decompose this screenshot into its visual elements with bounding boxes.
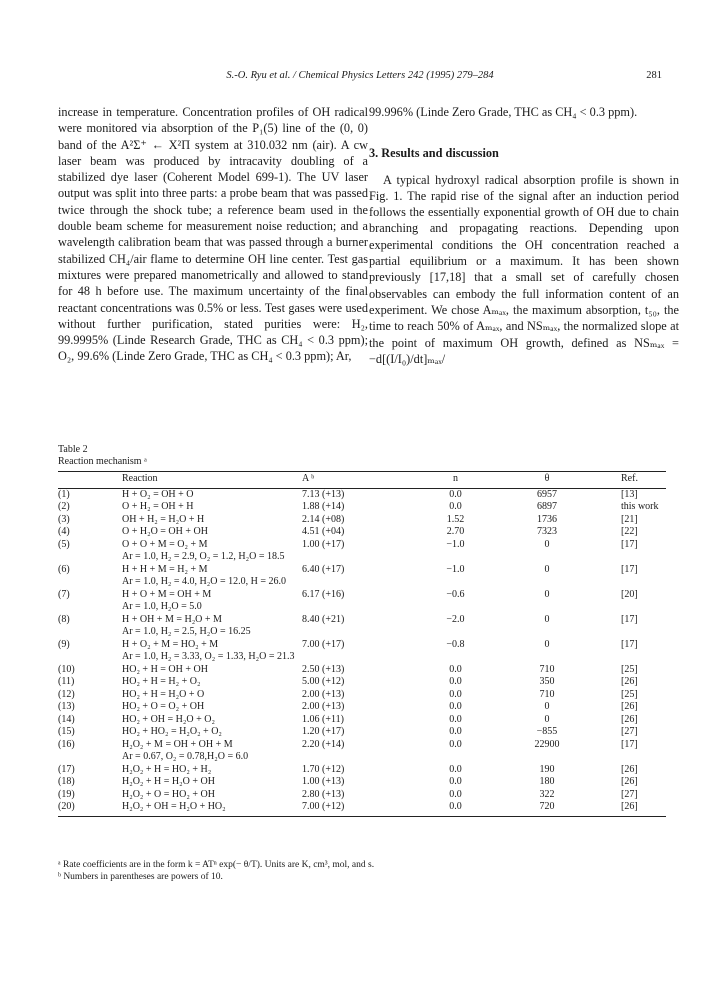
activation-theta-cell: 0 — [544, 538, 550, 550]
reaction-equation-cell: H₂O₂ + H = HO₂ + H₂ — [122, 763, 212, 775]
preexponential-a-cell: 6.40 (+17) — [302, 563, 345, 575]
reaction-index-cell — [58, 576, 122, 589]
preexponential-a-cell: 4.51 (+04) — [302, 526, 345, 537]
reaction-equation-cell: H + O + M = OH + M — [122, 588, 212, 600]
reaction-index-cell: (11) — [58, 676, 75, 687]
temperature-exponent-n-cell — [408, 601, 503, 614]
reaction-index-cell: (18) — [58, 776, 75, 787]
preexponential-a-cell: 2.80 (+13) — [302, 788, 345, 800]
reaction-equation-cell: H₂O₂ + M = OH + OH + M — [122, 738, 233, 750]
preexponential-a-cell — [302, 551, 408, 564]
activation-theta-cell: 710 — [539, 663, 555, 675]
reaction-equation-cell: Ar = 1.0, H₂ = 3.33, O₂ = 1.33, H₂O = 21.3 — [122, 651, 295, 662]
table-row — [58, 614, 666, 627]
reference-cell: [20] — [621, 588, 638, 600]
header-a: A ᵇ — [302, 472, 408, 489]
reaction-index-cell: (20) — [58, 801, 122, 816]
activation-theta-cell: 0 — [544, 713, 550, 725]
activation-theta-cell: 0 — [544, 638, 550, 650]
table-row — [58, 726, 666, 739]
header-index — [58, 472, 122, 489]
preexponential-a-cell: 8.40 (+21) — [302, 613, 345, 625]
reaction-equation-cell: OH + H₂ = H₂O + H — [122, 513, 205, 525]
preexponential-a-cell: 1.20 (+17) — [302, 726, 345, 737]
preexponential-a-cell — [302, 751, 408, 764]
temperature-exponent-n-cell: 2.70 — [446, 526, 465, 537]
reference-cell: [26] — [621, 713, 638, 725]
table-row — [58, 526, 666, 539]
footnote-a: ᵃ Rate coefficients are in the form k = ATⁿ exp(− θ/T). Units are K, cm³, mol, and s. — [58, 860, 375, 870]
preexponential-a-cell: 7.13 (+13) — [302, 488, 345, 500]
left-column — [58, 104, 368, 365]
reaction-equation-cell: Ar = 1.0, H₂ = 2.5, H₂O = 16.25 — [122, 626, 251, 637]
activation-theta-cell — [503, 651, 591, 664]
reference-cell: [17] — [621, 638, 638, 650]
activation-theta-cell: 720 — [503, 801, 591, 816]
results-paragraph: A typical hydroxyl radical absorption profile is shown in Fig. 1. The rapid rise of the signal after an induction period follows the essentially exponential growth of OH due to chain branching and propagating reactions. Depending upon experimental conditions the OH concentration reached a partial equilibrium or a maximum. It has been shown previously [17,18] that a small set of carefully chosen observables can embody the full information content of an experiment. We chose Aₘₐₓ, the maximum absorption, t₅₀, the time to reach 50% of Aₘₐₓ, and NSₘₐₓ, the normalized slope at the point of maximum OH growth, defined as NSₘₐₓ = −d[(I/I₀)/dt]ₘₐₓ/ — [369, 172, 679, 366]
table-row — [58, 689, 666, 702]
reaction-equation-cell: HO₂ + H = H₂ + O₂ — [122, 676, 201, 687]
table-row — [58, 564, 666, 577]
temperature-exponent-n-cell: 0.0 — [449, 488, 462, 500]
temperature-exponent-n-cell: 0.0 — [449, 713, 462, 725]
activation-theta-cell: 350 — [539, 676, 555, 687]
reference-cell: [17] — [621, 538, 638, 550]
table-row — [58, 601, 666, 614]
temperature-exponent-n-cell: 0.0 — [449, 738, 462, 750]
reference-cell — [591, 626, 666, 639]
activation-theta-cell: −855 — [536, 726, 558, 737]
reference-cell: [22] — [621, 526, 638, 537]
left-column-text: increase in temperature. Concentration profiles of OH radical were monitored via absorption of the P₁(5) line of the (0, 0) band of the A²Σ⁺ ← X²Π system at 310.032 nm (air). A cw laser beam was produced by intracavity doubling of a stabilized dye laser (Coherent Model 699-1). The UV laser output was split into three parts: a probe beam that was passed twice through the shock tube; a reference beam used in the double beam scheme for measurement noise reduction; and a wavelength calibration beam that was passed through a burner stabilized CH₄/air flame to determine OH line center. Test gas mixtures were prepared manometrically and allowed to stand for 48 h before use. The maximum uncertainty of the final reactant concentrations was 0.5% or less. Test gases were used without further purification, stated purities were: H₂, 99.9995% (Linde Research Grade, THC as CH₄ < 0.3 ppm); O₂, 99.6% (Linde Zero Grade, THC as CH₄ < 0.3 ppm); Ar, — [58, 105, 368, 364]
header-n: n — [408, 472, 503, 489]
preexponential-a-cell: 5.00 (+12) — [302, 676, 345, 687]
header-reaction: Reaction — [122, 472, 302, 489]
reference-cell: [26] — [591, 801, 666, 816]
activation-theta-cell — [503, 601, 591, 614]
table-header-row — [58, 472, 666, 489]
reaction-equation-cell: O + H₂O = OH + OH — [122, 526, 208, 537]
reference-cell: [25] — [621, 688, 638, 700]
page-number: 281 — [646, 70, 662, 81]
activation-theta-cell: 0 — [544, 563, 550, 575]
reaction-index-cell: (2) — [58, 501, 70, 512]
temperature-exponent-n-cell: 0.0 — [449, 726, 462, 737]
reference-cell — [591, 576, 666, 589]
reference-cell: [26] — [621, 763, 638, 775]
reaction-index-cell: (8) — [58, 613, 70, 625]
temperature-exponent-n-cell: 0.0 — [449, 688, 462, 700]
reaction-equation-cell: H + H + M = H₂ + M — [122, 563, 208, 575]
reaction-equation-cell: Ar = 1.0, H₂ = 2.9, O₂ = 1.2, H₂O = 18.5 — [122, 551, 285, 562]
temperature-exponent-n-cell: 0.0 — [449, 676, 462, 687]
reference-cell — [591, 551, 666, 564]
activation-theta-cell: 6897 — [537, 501, 557, 512]
reference-cell: [17] — [621, 563, 638, 575]
reference-cell — [591, 751, 666, 764]
running-title: S.-O. Ryu et al. / Chemical Physics Letters 242 (1995) 279–284 — [226, 70, 494, 81]
table-row — [58, 626, 666, 639]
right-column-continuation: 99.996% (Linde Zero Grade, THC as CH₄ < 0.3 ppm). — [369, 105, 638, 119]
preexponential-a-cell — [302, 601, 408, 614]
reference-cell — [591, 651, 666, 664]
preexponential-a-cell: 7.00 (+12) — [302, 801, 408, 816]
reference-cell: [17] — [621, 738, 638, 750]
table-label: Table 2 — [58, 444, 88, 455]
temperature-exponent-n-cell: 1.52 — [446, 513, 465, 525]
table-row — [58, 776, 666, 789]
temperature-exponent-n-cell — [408, 551, 503, 564]
temperature-exponent-n-cell — [408, 626, 503, 639]
activation-theta-cell: 6957 — [537, 488, 557, 500]
preexponential-a-cell: 1.70 (+12) — [302, 763, 345, 775]
preexponential-a-cell: 1.88 (+14) — [302, 501, 345, 512]
preexponential-a-cell: 6.17 (+16) — [302, 588, 345, 600]
table-caption-block — [58, 444, 147, 468]
reference-cell: [25] — [621, 663, 638, 675]
activation-theta-cell: 180 — [539, 776, 555, 787]
reference-cell — [591, 601, 666, 614]
activation-theta-cell — [503, 751, 591, 764]
header-theta: θ — [503, 472, 591, 489]
reaction-index-cell: (4) — [58, 526, 70, 537]
reference-cell: [17] — [621, 613, 638, 625]
reaction-equation-cell: HO₂ + H = OH + OH — [122, 663, 208, 675]
section-heading: 3. Results and discussion — [369, 146, 499, 161]
preexponential-a-cell — [302, 651, 408, 664]
reaction-index-cell — [58, 601, 122, 614]
preexponential-a-cell: 7.00 (+17) — [302, 638, 345, 650]
reference-cell: [26] — [621, 701, 638, 712]
reaction-index-cell — [58, 751, 122, 764]
reaction-index-cell: (7) — [58, 588, 70, 600]
activation-theta-cell: 1736 — [537, 513, 557, 525]
temperature-exponent-n-cell: 0.0 — [449, 788, 462, 800]
activation-theta-cell: 0 — [544, 701, 550, 712]
table-row — [58, 676, 666, 689]
reaction-index-cell: (5) — [58, 538, 70, 550]
temperature-exponent-n-cell: 0.0 — [449, 663, 462, 675]
temperature-exponent-n-cell: −1.0 — [446, 563, 465, 575]
preexponential-a-cell: 2.50 (+13) — [302, 663, 345, 675]
reaction-index-cell: (19) — [58, 788, 75, 800]
reference-cell: [13] — [621, 488, 638, 500]
temperature-exponent-n-cell — [408, 651, 503, 664]
table-caption: Reaction mechanism ᵃ — [58, 456, 147, 467]
reaction-equation-cell: HO₂ + O = O₂ + OH — [122, 701, 205, 712]
reference-cell: this work — [621, 501, 659, 512]
temperature-exponent-n-cell: 0.0 — [449, 776, 462, 787]
preexponential-a-cell: 2.14 (+08) — [302, 513, 345, 525]
preexponential-a-cell — [302, 626, 408, 639]
table-row — [58, 539, 666, 552]
temperature-exponent-n-cell: 0.0 — [449, 701, 462, 712]
activation-theta-cell — [503, 551, 591, 564]
reaction-equation-cell: H + O₂ + M = HO₂ + M — [122, 638, 219, 650]
table-row — [58, 514, 666, 527]
reaction-index-cell: (15) — [58, 726, 75, 737]
reaction-index-cell — [58, 651, 122, 664]
preexponential-a-cell: 2.00 (+13) — [302, 688, 345, 700]
table-row — [58, 664, 666, 677]
reaction-index-cell: (13) — [58, 701, 75, 712]
preexponential-a-cell — [302, 576, 408, 589]
reaction-equation-cell: H₂O₂ + H = H₂O + OH — [122, 776, 215, 787]
reaction-equation-cell: HO₂ + HO₂ = H₂O₂ + O₂ — [122, 726, 222, 737]
reaction-index-cell: (3) — [58, 513, 70, 525]
reaction-index-cell: (10) — [58, 663, 75, 675]
reaction-equation-cell: O + O + M = O₂ + M — [122, 538, 208, 550]
reference-cell: [27] — [621, 726, 638, 737]
preexponential-a-cell: 1.00 (+17) — [302, 538, 345, 550]
reaction-equation-cell: Ar = 1.0, H₂ = 4.0, H₂O = 12.0, H = 26.0 — [122, 576, 286, 587]
right-column — [369, 104, 679, 367]
temperature-exponent-n-cell: −1.0 — [446, 538, 465, 550]
table-row — [58, 488, 666, 501]
table-row — [58, 764, 666, 777]
temperature-exponent-n-cell: 0.0 — [449, 501, 462, 512]
reaction-equation-cell: H + OH + M = H₂O + M — [122, 613, 222, 625]
table-row — [58, 576, 666, 589]
table-row — [58, 789, 666, 802]
reference-cell: [26] — [621, 776, 638, 787]
activation-theta-cell: 710 — [539, 688, 555, 700]
table-row — [58, 751, 666, 764]
table-row — [58, 651, 666, 664]
reaction-index-cell: (16) — [58, 738, 75, 750]
reaction-equation-cell: O + H₂ = OH + H — [122, 501, 194, 512]
preexponential-a-cell: 1.06 (+11) — [302, 713, 344, 725]
activation-theta-cell: 7323 — [537, 526, 557, 537]
temperature-exponent-n-cell: 0.0 — [449, 763, 462, 775]
reaction-equation-cell: H + O₂ = OH + O — [122, 488, 194, 500]
reference-cell: [21] — [621, 513, 638, 525]
table-row — [58, 701, 666, 714]
activation-theta-cell: 0 — [544, 588, 550, 600]
table-row — [58, 739, 666, 752]
reaction-equation-cell: Ar = 0.67, O₂ = 0.78,H₂O = 6.0 — [122, 751, 249, 762]
activation-theta-cell — [503, 626, 591, 639]
footnote-b: ᵇ Numbers in parentheses are powers of 10. — [58, 872, 223, 882]
temperature-exponent-n-cell — [408, 576, 503, 589]
reaction-index-cell: (9) — [58, 638, 70, 650]
table-row — [58, 589, 666, 602]
reaction-equation-cell: HO₂ + OH = H₂O + O₂ — [122, 713, 215, 725]
table-row — [58, 501, 666, 514]
table-row — [58, 551, 666, 564]
activation-theta-cell: 22900 — [534, 738, 560, 750]
reaction-index-cell: (14) — [58, 713, 75, 725]
table-footnotes — [58, 859, 374, 883]
temperature-exponent-n-cell: −2.0 — [446, 613, 465, 625]
temperature-exponent-n-cell: −0.6 — [446, 588, 465, 600]
table-row — [58, 714, 666, 727]
temperature-exponent-n-cell: −0.8 — [446, 638, 465, 650]
preexponential-a-cell: 2.00 (+13) — [302, 701, 345, 712]
temperature-exponent-n-cell: 0.0 — [408, 801, 503, 816]
reaction-index-cell — [58, 551, 122, 564]
reaction-equation-cell: H₂O₂ + O = HO₂ + OH — [122, 788, 215, 800]
temperature-exponent-n-cell — [408, 751, 503, 764]
reference-cell: [26] — [621, 676, 638, 687]
reaction-index-cell: (17) — [58, 763, 75, 775]
table-row — [58, 801, 666, 816]
reaction-index-cell: (1) — [58, 488, 70, 500]
activation-theta-cell — [503, 576, 591, 589]
preexponential-a-cell: 1.00 (+13) — [302, 776, 345, 787]
reaction-equation-cell: Ar = 1.0, H₂O = 5.0 — [122, 601, 202, 612]
reaction-index-cell — [58, 626, 122, 639]
reaction-mechanism-table — [58, 471, 666, 817]
activation-theta-cell: 322 — [539, 788, 555, 800]
table-row — [58, 639, 666, 652]
reaction-equation-cell: HO₂ + H = H₂O + O — [122, 688, 205, 700]
activation-theta-cell: 0 — [544, 613, 550, 625]
activation-theta-cell: 190 — [539, 763, 555, 775]
reaction-equation-cell: H₂O₂ + OH = H₂O + HO₂ — [122, 801, 302, 816]
preexponential-a-cell: 2.20 (+14) — [302, 738, 345, 750]
reference-cell: [27] — [621, 788, 638, 800]
reaction-index-cell: (6) — [58, 563, 70, 575]
reaction-index-cell: (12) — [58, 688, 75, 700]
header-ref: Ref. — [591, 472, 666, 489]
